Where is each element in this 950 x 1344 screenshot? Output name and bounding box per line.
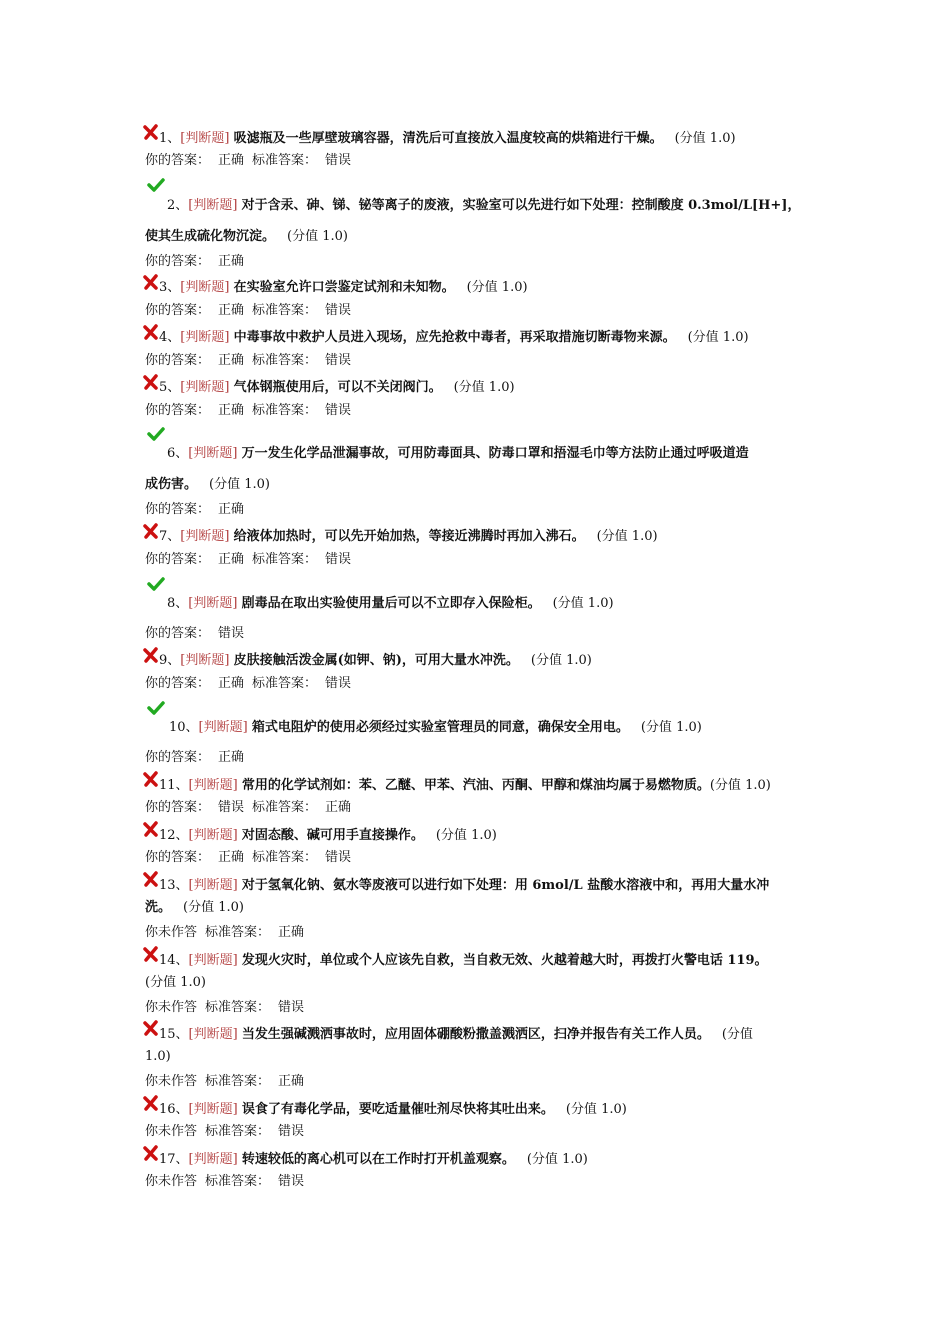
answer-line	[145, 153, 359, 169]
question-text: 给液体加热时，可以先开始加热，等接近沸腾时再加入沸石。	[233, 529, 585, 544]
question-number: 8、	[167, 596, 189, 611]
question-text: 发现火灾时，单位或个人应该先自救，当自救无效、火越着越大时，再拨打火警电话 119。	[241, 953, 768, 968]
standard-answer-label: 标准答案：	[252, 552, 318, 567]
answer-line	[145, 626, 252, 642]
question-type-tag: [判断题]	[188, 1152, 238, 1167]
question-text: 对固态酸、碱可用手直接操作。	[241, 828, 424, 843]
answer-line	[145, 552, 359, 568]
question-number: 17、	[159, 1152, 189, 1167]
wrong-icon	[143, 771, 159, 787]
question-number: 5、	[159, 380, 181, 395]
question-type-tag: [判断题]	[188, 446, 238, 461]
answer-line	[145, 353, 359, 369]
question-score: (分值 1.0)	[565, 1102, 627, 1117]
standard-answer-value: 正确	[278, 925, 305, 940]
question-type-tag: [判断题]	[188, 1027, 238, 1042]
standard-answer-value: 错误	[325, 850, 352, 865]
question-type-tag: [判断题]	[188, 198, 238, 213]
answer-line	[145, 1074, 312, 1090]
wrong-icon	[143, 1145, 159, 1161]
question-type-tag: [判断题]	[188, 828, 238, 843]
question-text: 在实验室允许口尝鉴定试剂和未知物。	[233, 280, 455, 295]
answer-line	[145, 254, 252, 270]
question-text: 对于含汞、砷、锑、铋等离子的废液，实验室可以先进行如下处理：控制酸度 0.3mol/L[H+]，	[241, 198, 801, 213]
standard-answer-value: 错误	[325, 153, 352, 168]
standard-answer-label: 标准答案：	[252, 153, 318, 168]
answer-line	[145, 403, 359, 419]
wrong-icon	[143, 1095, 159, 1111]
question-type-tag: [判断题]	[180, 330, 230, 345]
question-text: 剧毒品在取出实验使用量后可以不立即存入保险柜。	[241, 596, 541, 611]
your-answer-label: 你的答案：	[145, 750, 211, 765]
question-number: 7、	[159, 529, 181, 544]
question-text-continued: 成伤害。	[145, 477, 198, 492]
question-type-tag: [判断题]	[188, 596, 238, 611]
your-answer-value: 正确	[218, 502, 245, 517]
your-answer-label: 你的答案：	[145, 676, 211, 691]
standard-answer-value: 正确	[325, 800, 352, 815]
question-type-tag: [判断题]	[188, 953, 238, 968]
question-text: 箱式电阻炉的使用必须经过实验室管理员的同意，确保安全用电。	[251, 720, 629, 735]
question-type-tag: [判断题]	[188, 1102, 238, 1117]
answer-line	[145, 1174, 312, 1190]
standard-answer-label: 标准答案：	[205, 1000, 271, 1015]
question-number: 6、	[167, 446, 189, 461]
answer-line	[145, 750, 252, 766]
question-score: (分值 1.0)	[183, 900, 244, 915]
question-score: (分值 1.0)	[435, 828, 497, 843]
standard-answer-label: 标准答案：	[252, 800, 318, 815]
question-score: (分值 1.0)	[596, 529, 658, 544]
question-score: (分值	[721, 1027, 753, 1042]
answer-line	[145, 1000, 312, 1016]
wrong-icon	[143, 821, 159, 837]
standard-answer-value: 错误	[278, 1000, 305, 1015]
question-number: 3、	[159, 280, 181, 295]
your-answer-label: 你的答案：	[145, 800, 211, 815]
question-score: (分值 1.0)	[287, 229, 348, 244]
question-number: 15、	[159, 1027, 189, 1042]
your-answer-value: 正确	[218, 750, 245, 765]
question-score: (分值 1.0)	[453, 380, 515, 395]
not-answered-label: 你未作答	[145, 1074, 198, 1089]
wrong-icon	[143, 946, 159, 962]
not-answered-label: 你未作答	[145, 1000, 198, 1015]
check-icon	[147, 577, 165, 591]
wrong-icon	[143, 324, 159, 340]
answer-line	[145, 1124, 312, 1140]
answer-line	[145, 800, 359, 816]
your-answer-label: 你的答案：	[145, 850, 211, 865]
question-score: (分值 1.0)	[674, 131, 736, 146]
question-score: (分值 1.0)	[687, 330, 749, 345]
question-text: 皮肤接触活泼金属(如钾、钠)，可用大量水冲洗。	[233, 653, 519, 668]
question-type-tag: [判断题]	[188, 878, 238, 893]
answer-line	[145, 502, 252, 518]
not-answered-label: 你未作答	[145, 925, 198, 940]
question-text: 中毒事故中救护人员进入现场，应先抢救中毒者，再采取措施切断毒物来源。	[233, 330, 676, 345]
question-score: (分值 1.0)	[552, 596, 614, 611]
standard-answer-value: 错误	[325, 403, 352, 418]
standard-answer-value: 错误	[325, 552, 352, 567]
your-answer-label: 你的答案：	[145, 254, 211, 269]
question-number: 11、	[159, 778, 189, 793]
not-answered-label: 你未作答	[145, 1174, 198, 1189]
your-answer-label: 你的答案：	[145, 303, 211, 318]
standard-answer-value: 正确	[278, 1074, 305, 1089]
question-number: 9、	[159, 653, 181, 668]
your-answer-value: 正确	[218, 153, 245, 168]
question-score: (分值 1.0)	[640, 720, 702, 735]
answer-line	[145, 676, 359, 692]
wrong-icon	[143, 274, 159, 290]
standard-answer-value: 错误	[325, 676, 352, 691]
question-number: 4、	[159, 330, 181, 345]
question-number: 13、	[159, 878, 189, 893]
question-text: 万一发生化学品泄漏事故，可用防毒面具、防毒口罩和捂湿毛巾等方法防止通过呼吸道造	[241, 446, 749, 461]
your-answer-value: 正确	[218, 850, 245, 865]
question-score: (分值 1.0)	[526, 1152, 588, 1167]
standard-answer-label: 标准答案：	[252, 676, 318, 691]
your-answer-label: 你的答案：	[145, 153, 211, 168]
question-type-tag: [判断题]	[188, 778, 238, 793]
question-number: 16、	[159, 1102, 189, 1117]
standard-answer-label: 标准答案：	[205, 1124, 271, 1139]
check-icon	[147, 178, 165, 192]
question-type-tag: [判断题]	[180, 131, 230, 146]
standard-answer-label: 标准答案：	[252, 403, 318, 418]
question-score: (分值 1.0)	[145, 975, 206, 990]
question-type-tag: [判断题]	[198, 720, 248, 735]
standard-answer-label: 标准答案：	[252, 850, 318, 865]
your-answer-label: 你的答案：	[145, 502, 211, 517]
question-score-continued: 1.0)	[145, 1049, 171, 1064]
your-answer-value: 正确	[218, 254, 245, 269]
question-number: 14、	[159, 953, 189, 968]
question-number: 2、	[167, 198, 189, 213]
your-answer-value: 错误	[218, 800, 245, 815]
answer-line	[145, 303, 359, 319]
question-score: (分值 1.0)	[709, 778, 771, 793]
wrong-icon	[143, 647, 159, 663]
wrong-icon	[143, 871, 159, 887]
question-text-continued: 洗。	[145, 900, 172, 915]
standard-answer-value: 错误	[325, 303, 352, 318]
question-text: 误食了有毒化学品，要吃适量催吐剂尽快将其吐出来。	[241, 1102, 554, 1117]
your-answer-value: 正确	[218, 676, 245, 691]
question-text: 常用的化学试剂如：苯、乙醚、甲苯、汽油、丙酮、甲醇和煤油均属于易燃物质。	[241, 778, 710, 793]
your-answer-value: 错误	[218, 626, 245, 641]
wrong-icon	[143, 1020, 159, 1036]
standard-answer-value: 错误	[278, 1124, 305, 1139]
answer-line	[145, 925, 312, 941]
question-number: 12、	[159, 828, 189, 843]
standard-answer-label: 标准答案：	[205, 925, 271, 940]
wrong-icon	[143, 124, 159, 140]
question-type-tag: [判断题]	[180, 653, 230, 668]
question-type-tag: [判断题]	[180, 380, 230, 395]
your-answer-value: 正确	[218, 353, 245, 368]
wrong-icon	[143, 374, 159, 390]
your-answer-label: 你的答案：	[145, 353, 211, 368]
question-score: (分值 1.0)	[466, 280, 528, 295]
your-answer-value: 正确	[218, 303, 245, 318]
question-text: 气体钢瓶使用后，可以不关闭阀门。	[233, 380, 442, 395]
your-answer-label: 你的答案：	[145, 403, 211, 418]
question-text: 对于氢氧化钠、氨水等废液可以进行如下处理：用 6mol/L 盐酸水溶液中和，再用大量水冲	[241, 878, 770, 893]
wrong-icon	[143, 523, 159, 539]
question-text-continued: 使其生成硫化物沉淀。	[145, 229, 276, 244]
standard-answer-value: 错误	[278, 1174, 305, 1189]
question-score: (分值 1.0)	[209, 477, 270, 492]
standard-answer-value: 错误	[325, 353, 352, 368]
question-score: (分值 1.0)	[530, 653, 592, 668]
question-number: 1、	[159, 131, 181, 146]
your-answer-value: 正确	[218, 552, 245, 567]
standard-answer-label: 标准答案：	[252, 303, 318, 318]
question-text: 当发生强碱溅洒事故时，应用固体硼酸粉撒盖溅洒区，扫净并报告有关工作人员。	[241, 1027, 710, 1042]
standard-answer-label: 标准答案：	[205, 1174, 271, 1189]
answer-line	[145, 850, 359, 866]
question-text: 吸滤瓶及一些厚壁玻璃容器，清洗后可直接放入温度较高的烘箱进行干燥。	[233, 131, 663, 146]
question-type-tag: [判断题]	[180, 280, 230, 295]
your-answer-value: 正确	[218, 403, 245, 418]
not-answered-label: 你未作答	[145, 1124, 198, 1139]
question-type-tag: [判断题]	[180, 529, 230, 544]
standard-answer-label: 标准答案：	[205, 1074, 271, 1089]
your-answer-label: 你的答案：	[145, 626, 211, 641]
question-number: 10、	[169, 720, 199, 735]
question-text: 转速较低的离心机可以在工作时打开机盖观察。	[241, 1152, 515, 1167]
standard-answer-label: 标准答案：	[252, 353, 318, 368]
your-answer-label: 你的答案：	[145, 552, 211, 567]
check-icon	[147, 701, 165, 715]
check-icon	[147, 427, 165, 441]
